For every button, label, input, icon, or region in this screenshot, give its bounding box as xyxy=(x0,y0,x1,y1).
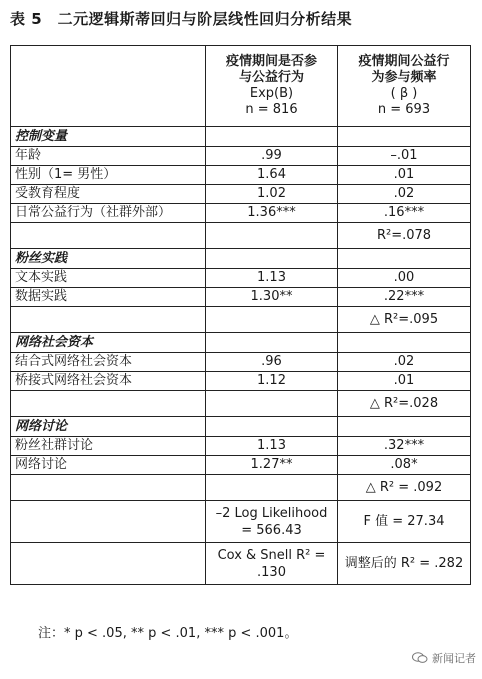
adjr2-value: 调整后的 R² = .282 xyxy=(338,543,471,585)
r2-row xyxy=(11,223,471,249)
header-exp-line1: 疫情期间是否参 xyxy=(225,54,317,69)
section-row xyxy=(11,417,471,437)
regression-table xyxy=(10,45,471,585)
r2-value: △ R²=.095 xyxy=(338,307,471,333)
watermark-text: 新闻记者 xyxy=(432,652,476,665)
coxsnell-value: Cox & Snell R² = .130 xyxy=(206,543,338,585)
exp-value: .99 xyxy=(206,147,338,166)
header-beta-line3: ( β ) xyxy=(390,86,418,101)
table-row xyxy=(11,456,471,475)
section-label: 粉丝实践 xyxy=(11,249,206,269)
section-label: 控制变量 xyxy=(11,127,206,147)
table-row xyxy=(11,288,471,307)
beta-value: .08* xyxy=(338,456,471,475)
exp-value: 1.30** xyxy=(206,288,338,307)
table-row xyxy=(11,147,471,166)
beta-value: –.01 xyxy=(338,147,471,166)
r2-row xyxy=(11,307,471,333)
row-label: 年龄 xyxy=(11,147,206,166)
header-exp-line2: 与公益行为 xyxy=(238,70,304,85)
header-exp-line3: Exp(B) xyxy=(249,86,294,101)
header-beta-cell xyxy=(338,46,471,127)
row-label: 日常公益行为（社群外部） xyxy=(11,204,206,223)
exp-value: .96 xyxy=(206,353,338,372)
section-row xyxy=(11,127,471,147)
header-beta-line2: 为参与频率 xyxy=(371,70,437,85)
exp-value: 1.13 xyxy=(206,437,338,456)
section-label: 网络社会资本 xyxy=(11,333,206,353)
beta-value: .01 xyxy=(338,372,471,391)
chat-bubbles-icon xyxy=(412,652,428,664)
table-row xyxy=(11,185,471,204)
header-empty-cell xyxy=(11,46,206,127)
header-exp-cell xyxy=(206,46,338,127)
stats-row xyxy=(11,543,471,585)
r2-row xyxy=(11,391,471,417)
row-label: 结合式网络社会资本 xyxy=(11,353,206,372)
r2-row xyxy=(11,475,471,501)
exp-value: 1.13 xyxy=(206,269,338,288)
table-row xyxy=(11,372,471,391)
loglik-value: –2 Log Likelihood = 566.43 xyxy=(206,501,338,543)
row-label: 受教育程度 xyxy=(11,185,206,204)
beta-value: .32*** xyxy=(338,437,471,456)
section-label: 网络讨论 xyxy=(11,417,206,437)
section-row xyxy=(11,249,471,269)
beta-value: .00 xyxy=(338,269,471,288)
row-label: 数据实践 xyxy=(11,288,206,307)
exp-value: 1.12 xyxy=(206,372,338,391)
table-row xyxy=(11,204,471,223)
row-label: 粉丝社群讨论 xyxy=(11,437,206,456)
beta-value: .02 xyxy=(338,185,471,204)
header-beta-line1: 疫情期间公益行 xyxy=(358,54,450,69)
exp-value: 1.36*** xyxy=(206,204,338,223)
header-exp-line4: n = 816 xyxy=(245,102,298,117)
beta-value: .22*** xyxy=(338,288,471,307)
exp-value: 1.64 xyxy=(206,166,338,185)
table-row xyxy=(11,353,471,372)
table-note: 注：* p < .05, ** p < .01, *** p < .001。 xyxy=(38,626,298,641)
row-label: 性别（1= 男性） xyxy=(11,166,206,185)
header-row xyxy=(11,46,471,127)
beta-value: .02 xyxy=(338,353,471,372)
fvalue-value: F 值 = 27.34 xyxy=(338,501,471,543)
exp-value: 1.27** xyxy=(206,456,338,475)
row-label: 网络讨论 xyxy=(11,456,206,475)
section-row xyxy=(11,333,471,353)
r2-value: △ R² = .092 xyxy=(338,475,471,501)
stats-row xyxy=(11,501,471,543)
table-row xyxy=(11,269,471,288)
r2-value: △ R²=.028 xyxy=(338,391,471,417)
table-title: 表 5 二元逻辑斯蒂回归与阶层线性回归分析结果 xyxy=(10,10,353,28)
row-label: 文本实践 xyxy=(11,269,206,288)
row-label: 桥接式网络社会资本 xyxy=(11,372,206,391)
source-watermark xyxy=(412,650,476,666)
exp-value: 1.02 xyxy=(206,185,338,204)
table-row xyxy=(11,166,471,185)
beta-value: .01 xyxy=(338,166,471,185)
beta-value: .16*** xyxy=(338,204,471,223)
header-beta-line4: n = 693 xyxy=(377,102,431,117)
table-row xyxy=(11,437,471,456)
r2-value: R²=.078 xyxy=(338,223,471,249)
